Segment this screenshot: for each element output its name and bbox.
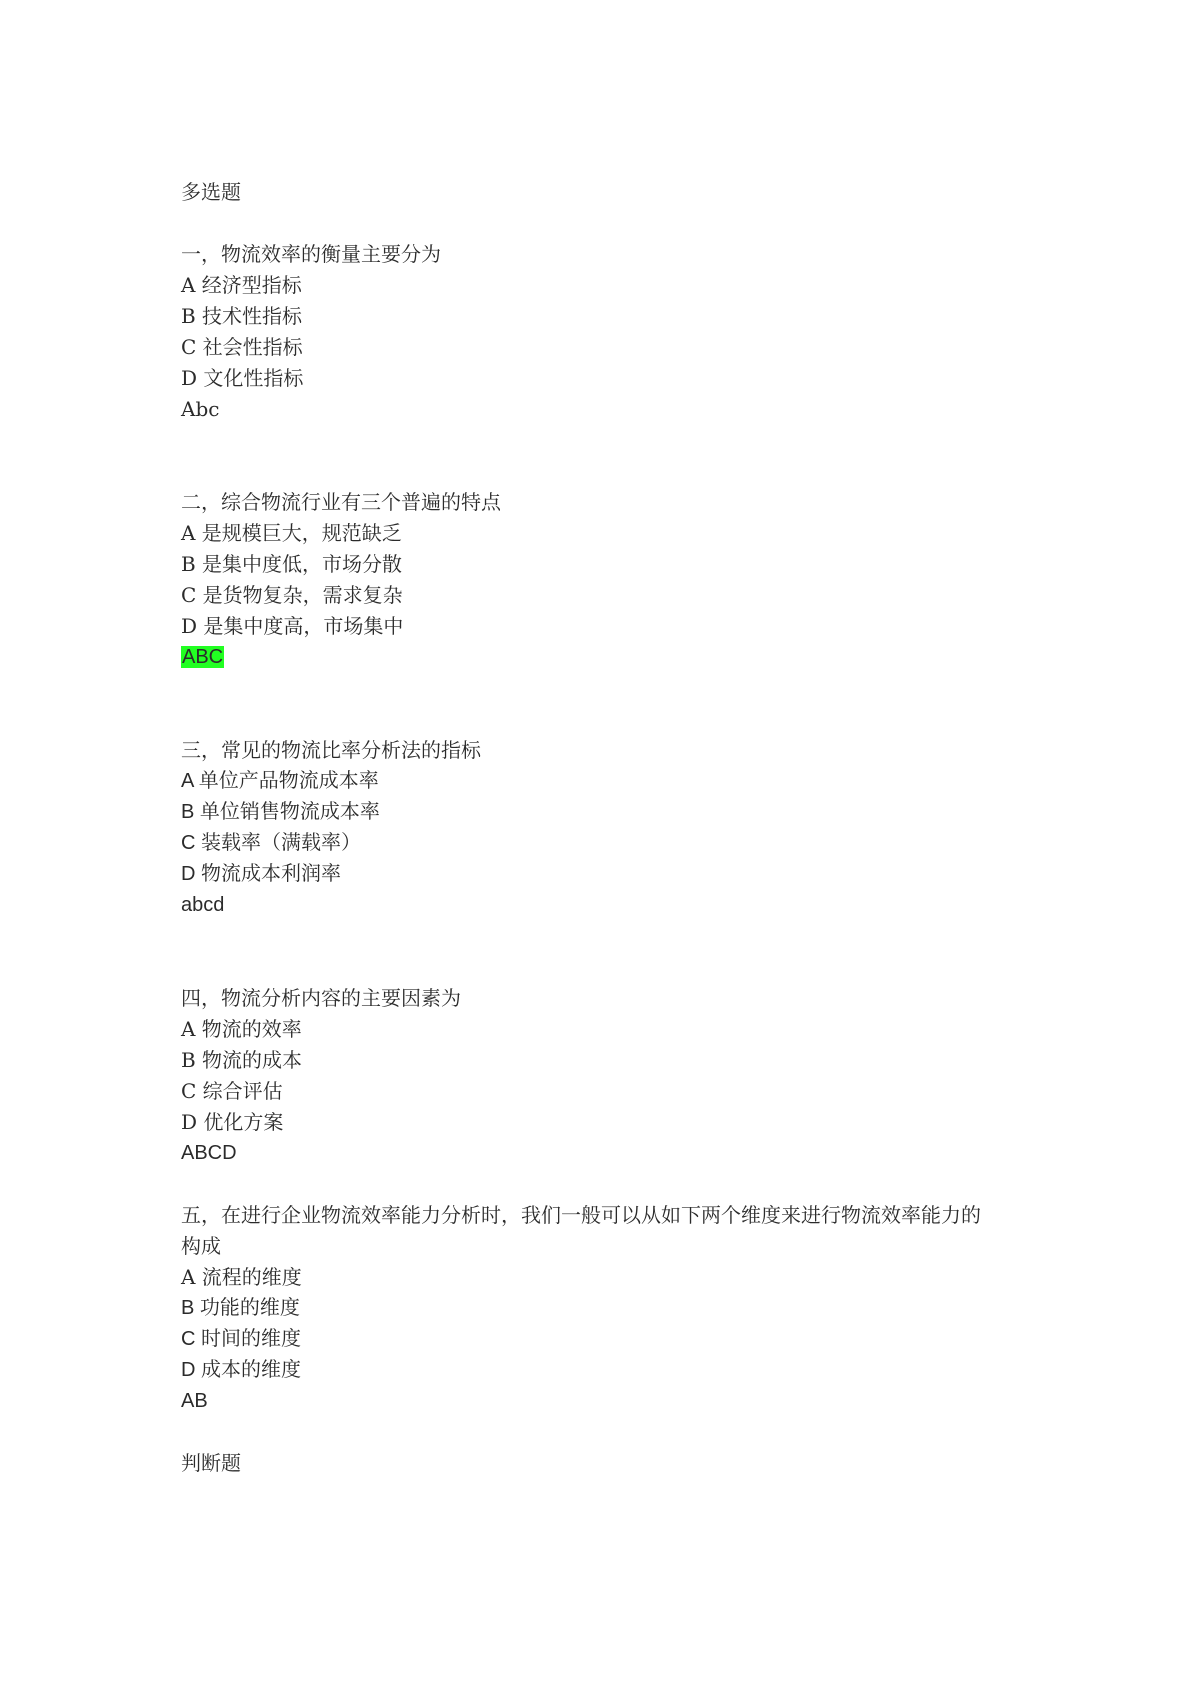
question-1-option-c: C 社会性指标 bbox=[181, 335, 303, 359]
question-1-option-d: D 文化性指标 bbox=[181, 366, 304, 390]
question-5-title-line-2: 构成 bbox=[181, 1234, 221, 1258]
question-3-option-b: B 单位销售物流成本率 bbox=[181, 801, 380, 823]
question-2-answer-row bbox=[181, 645, 224, 669]
question-5-title-line-1: 五，在进行企业物流效率能力分析时，我们一般可以从如下两个维度来进行物流效率能力的 bbox=[181, 1203, 981, 1227]
question-3-option-c: C 装载率（满载率） bbox=[181, 832, 361, 854]
question-3-option-d: D 物流成本利润率 bbox=[181, 863, 341, 885]
question-2-option-c: C 是货物复杂，需求复杂 bbox=[181, 583, 403, 607]
question-4-option-a: A 物流的效率 bbox=[181, 1017, 302, 1041]
question-2-option-b: B 是集中度低，市场分散 bbox=[181, 552, 403, 576]
question-5-option-b: B 功能的维度 bbox=[181, 1297, 300, 1319]
question-2-option-a: A 是规模巨大，规范缺乏 bbox=[181, 521, 402, 545]
question-3-option-a: A 单位产品物流成本率 bbox=[181, 770, 379, 792]
question-1-answer: Abc bbox=[181, 397, 220, 421]
question-1-option-b: B 技术性指标 bbox=[181, 304, 303, 328]
question-4-option-d: D 优化方案 bbox=[181, 1110, 284, 1134]
question-3-title: 三，常见的物流比率分析法的指标 bbox=[181, 738, 481, 762]
question-1-title: 一，物流效率的衡量主要分为 bbox=[181, 242, 441, 266]
question-2-answer-highlighted: ABC bbox=[182, 646, 224, 668]
question-4-option-b: B 物流的成本 bbox=[181, 1048, 303, 1072]
section-heading-true-false: 判断题 bbox=[181, 1451, 241, 1475]
question-1-option-a: A 经济型指标 bbox=[181, 273, 302, 297]
question-5-option-d: D 成本的维度 bbox=[181, 1359, 301, 1381]
question-2-title: 二，综合物流行业有三个普遍的特点 bbox=[181, 490, 501, 514]
question-5-option-a: A 流程的维度 bbox=[181, 1265, 302, 1289]
question-5-answer: AB bbox=[181, 1390, 208, 1412]
section-heading-multiple-choice: 多选题 bbox=[181, 180, 241, 204]
question-4-answer: ABCD bbox=[181, 1142, 237, 1164]
question-5-option-c: C 时间的维度 bbox=[181, 1328, 301, 1350]
question-2-option-d: D 是集中度高，市场集中 bbox=[181, 614, 404, 638]
question-3-answer: abcd bbox=[181, 894, 225, 916]
question-4-title: 四，物流分析内容的主要因素为 bbox=[181, 986, 461, 1010]
question-4-option-c: C 综合评估 bbox=[181, 1079, 283, 1103]
